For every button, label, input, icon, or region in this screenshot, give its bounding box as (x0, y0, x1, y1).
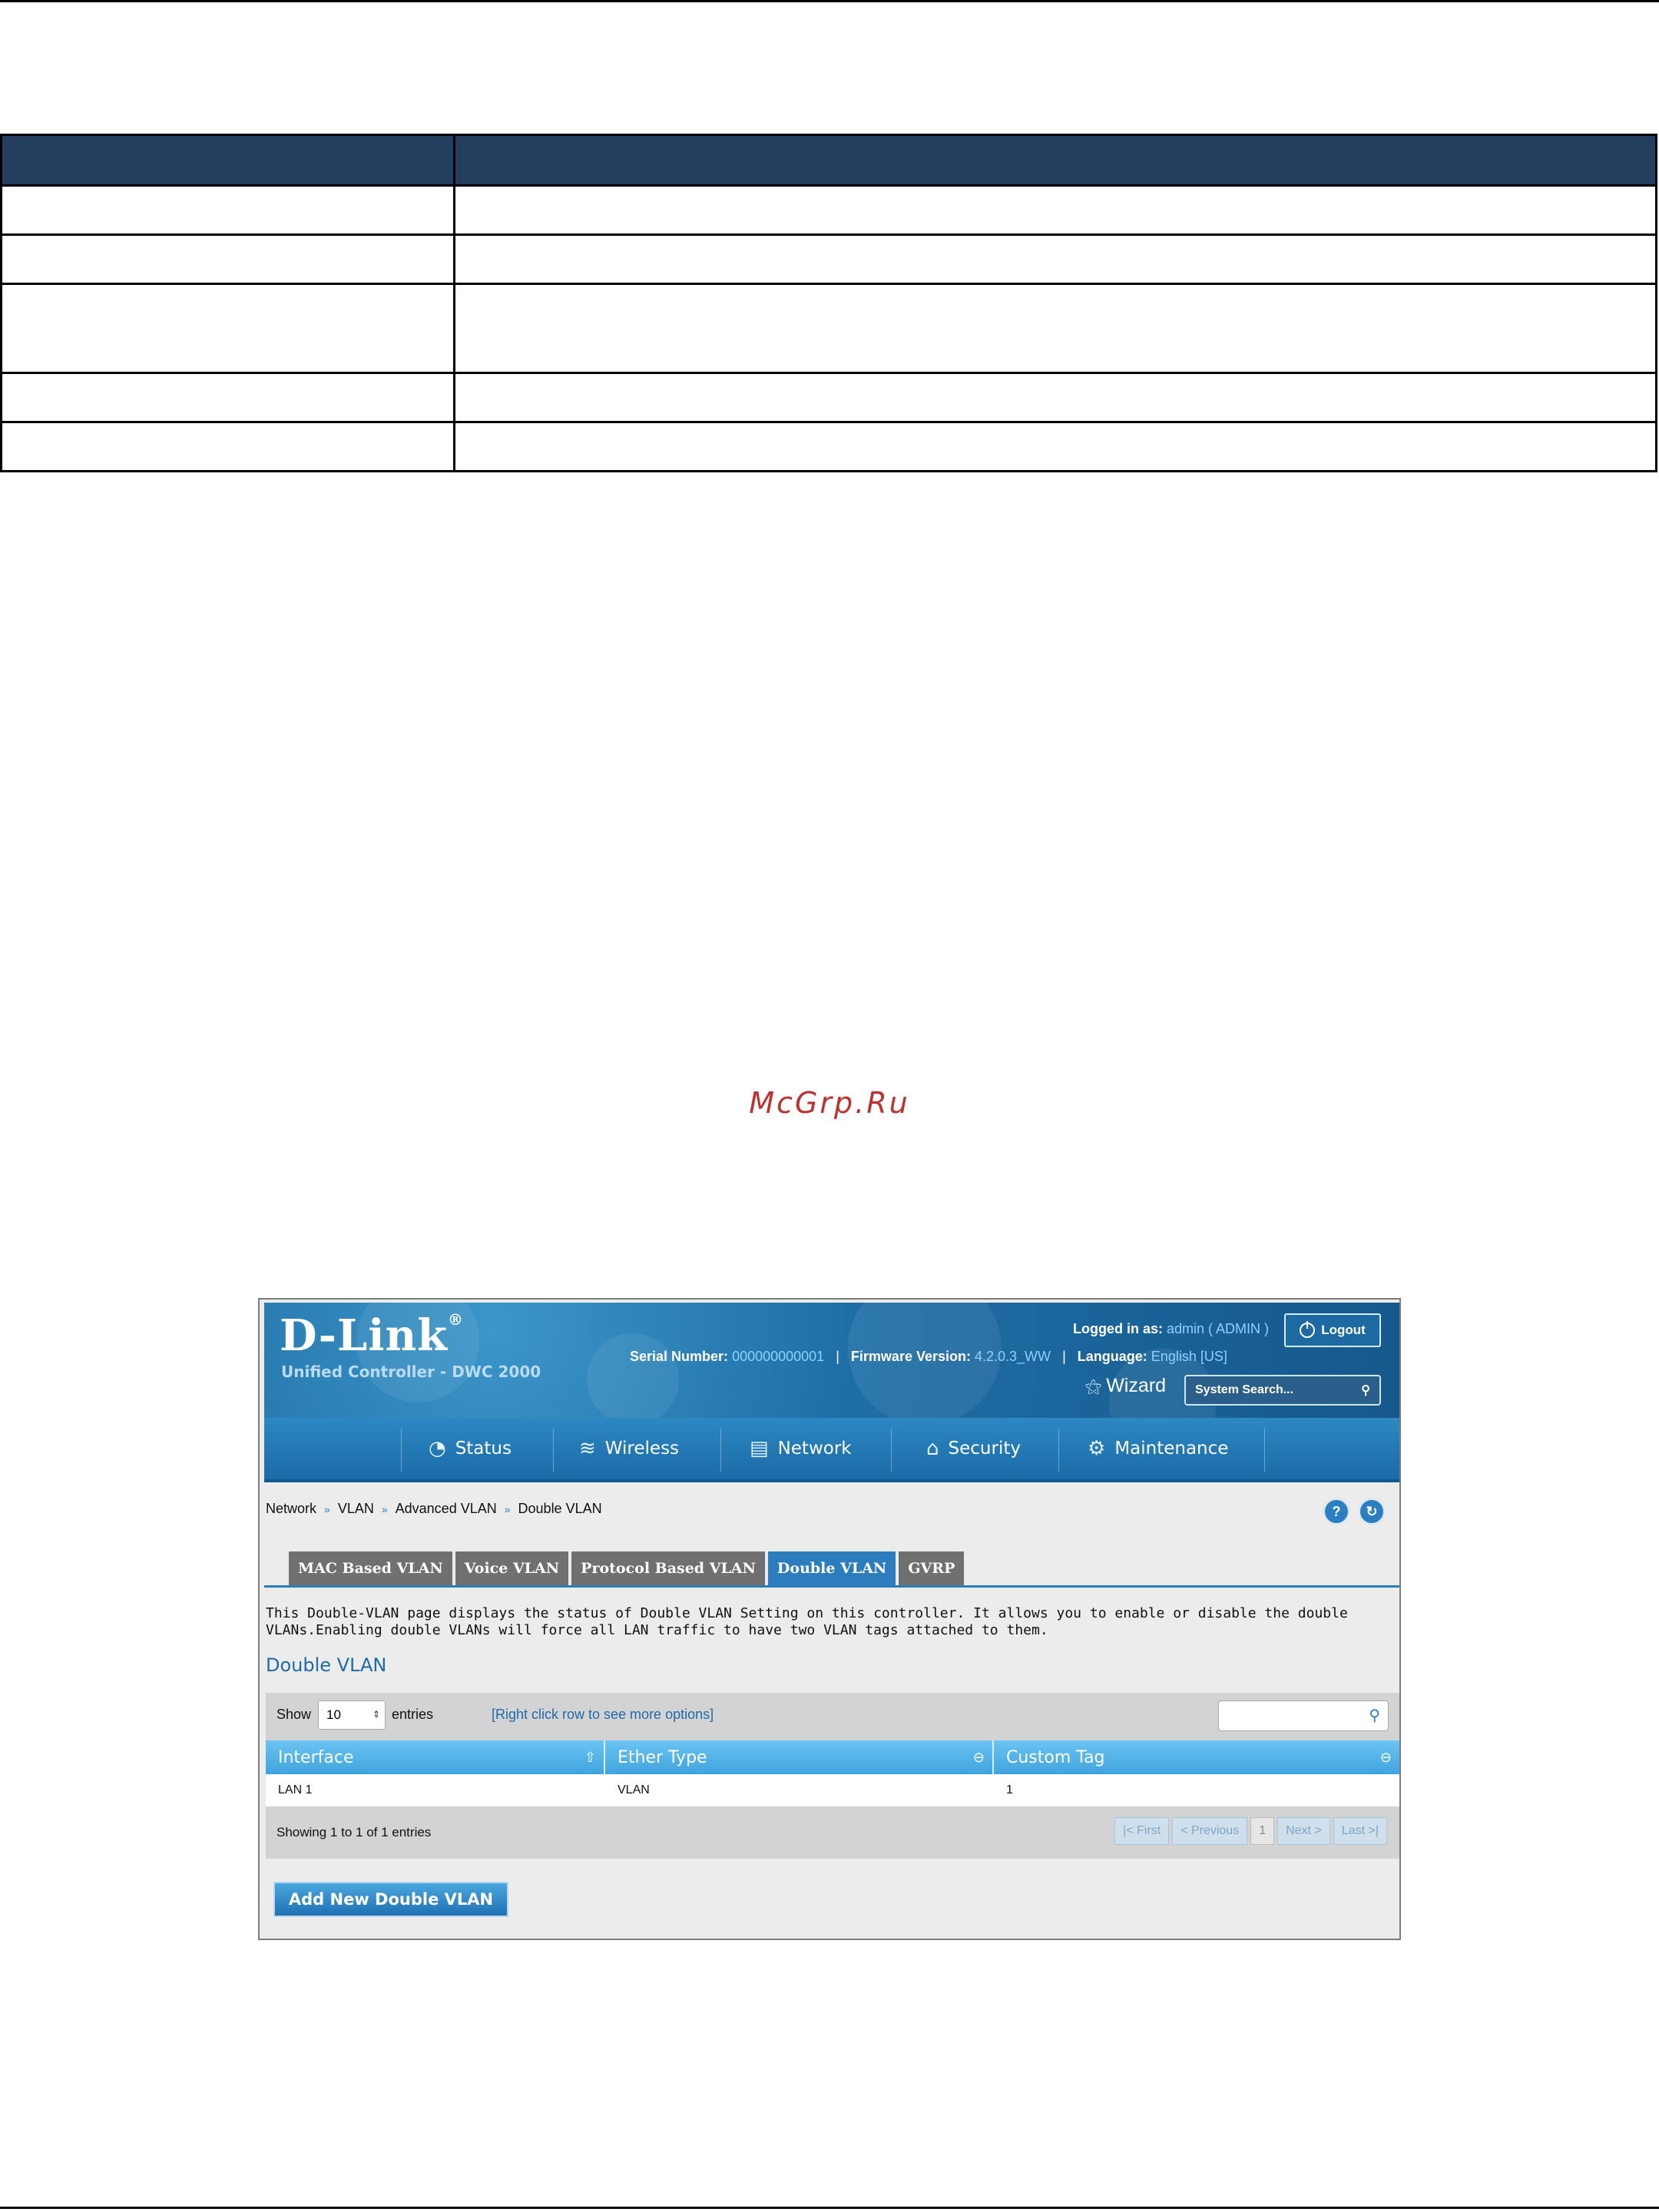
cell-ether-type: VLAN (618, 1783, 650, 1796)
firmware-version: 4.2.0.3_WW (975, 1349, 1051, 1364)
tab-voice-vlan[interactable]: Voice VLAN (455, 1551, 568, 1585)
network-icon: ▤ (750, 1437, 769, 1460)
cell-custom-tag: 1 (1006, 1783, 1013, 1796)
bottom-rule (0, 2207, 1659, 2209)
lock-icon: ⌂ (926, 1437, 939, 1460)
breadcrumb-advanced-vlan[interactable]: Advanced VLAN (395, 1501, 497, 1516)
wand-icon: ⚝ (1084, 1376, 1102, 1396)
breadcrumb-double-vlan: Double VLAN (518, 1501, 602, 1516)
refresh-icon[interactable]: ↻ (1358, 1498, 1386, 1525)
wifi-icon: ≋ (579, 1437, 596, 1460)
table-row[interactable] (266, 1774, 1399, 1806)
dlink-logo: D-Link® (280, 1310, 465, 1361)
breadcrumb-network[interactable]: Network (266, 1501, 317, 1516)
product-name: Unified Controller - DWC 2000 (281, 1363, 541, 1381)
breadcrumb: Network » VLAN » Advanced VLAN » Double VLAN (266, 1501, 602, 1516)
help-icon[interactable]: ? (1323, 1498, 1350, 1525)
serial-number: 000000000001 (732, 1349, 825, 1364)
nav-network[interactable]: ▤ Network (750, 1437, 852, 1460)
system-search-input[interactable]: System Search... ⚲ (1184, 1375, 1381, 1406)
section-title: Double VLAN (266, 1654, 387, 1676)
main-nav (264, 1418, 1399, 1482)
showing-entries: Showing 1 to 1 of 1 entries (276, 1825, 432, 1839)
updown-icon: ⇕ (372, 1709, 380, 1720)
right-click-hint: [Right click row to see more options] (492, 1707, 714, 1722)
column-custom-tag[interactable]: Custom Tag ⊖ (1006, 1747, 1392, 1767)
table-header (266, 1740, 1399, 1774)
table-search-input[interactable] (1218, 1700, 1389, 1731)
power-icon (1300, 1323, 1315, 1338)
nav-wireless[interactable]: ≋ Wireless (579, 1437, 680, 1460)
show-label: Show (276, 1707, 312, 1722)
pagination (1114, 1817, 1387, 1845)
tab-mac-based-vlan[interactable]: MAC Based VLAN (289, 1551, 452, 1585)
logged-in-user[interactable]: admin ( ADMIN ) (1166, 1321, 1269, 1336)
column-interface[interactable]: Interface ⇧ (266, 1740, 605, 1774)
sort-icon: ⊖ (972, 1750, 985, 1766)
tab-underline (264, 1585, 1399, 1588)
gear-icon: ⚙ (1088, 1437, 1106, 1460)
next-page-button[interactable]: Next > (1277, 1817, 1330, 1845)
tab-protocol-based-vlan[interactable]: Protocol Based VLAN (571, 1551, 765, 1585)
document-table-header (2, 135, 1657, 186)
cell-interface: LAN 1 (278, 1783, 313, 1796)
gauge-icon: ◔ (429, 1437, 446, 1460)
top-rule (0, 0, 1659, 2)
page-description: This Double-VLAN page displays the status of Double VLAN Setting on this controller. It allows you to enable or disable the double VLANs.Enabling double VLANs will force all LAN traffic to have two VLAN tags attached to them. (266, 1605, 1348, 1638)
breadcrumb-vlan[interactable]: VLAN (337, 1501, 374, 1516)
first-page-button[interactable]: |< First (1114, 1817, 1169, 1845)
nav-status[interactable]: ◔ Status (429, 1437, 512, 1460)
entries-label: entries (392, 1707, 434, 1722)
document-table (0, 134, 1657, 472)
document-table-row (2, 422, 1657, 472)
tab-gvrp[interactable]: GVRP (899, 1551, 964, 1585)
document-table-row (2, 284, 1657, 373)
logged-in-info: Logged in as: admin ( ADMIN ) (1072, 1321, 1269, 1336)
logout-button[interactable]: Logout (1284, 1313, 1381, 1347)
current-page[interactable]: 1 (1250, 1817, 1274, 1845)
watermark: McGrp.Ru (749, 1086, 910, 1120)
nav-security[interactable]: ⌂ Security (926, 1437, 1021, 1460)
search-icon: ⚲ (1369, 1707, 1380, 1724)
search-icon: ⚲ (1361, 1384, 1370, 1397)
double-vlan-table (266, 1693, 1399, 1859)
tab-bar (289, 1551, 964, 1585)
document-table-row (2, 186, 1657, 235)
nav-maintenance[interactable]: ⚙ Maintenance (1088, 1437, 1229, 1460)
add-new-double-vlan-button[interactable]: Add New Double VLAN (273, 1882, 508, 1917)
sort-up-icon: ⇧ (584, 1750, 596, 1766)
column-ether-type[interactable]: Ether Type ⊖ (605, 1740, 994, 1774)
last-page-button[interactable]: Last >| (1333, 1817, 1387, 1845)
sort-icon: ⊖ (1379, 1750, 1392, 1766)
tab-double-vlan[interactable]: Double VLAN (768, 1551, 896, 1585)
language-select[interactable]: English [US] (1151, 1349, 1227, 1364)
document-table-row (2, 235, 1657, 284)
document-table-row (2, 373, 1657, 422)
previous-page-button[interactable]: < Previous (1172, 1817, 1247, 1845)
controller-screenshot (258, 1298, 1401, 1940)
device-info: Serial Number: 000000000001 | Firmware Version: 4.2.0.3_WW | Language: English [US] (630, 1349, 1227, 1364)
wizard-link[interactable]: ⚝ Wizard (1084, 1375, 1166, 1396)
header-banner (264, 1303, 1399, 1418)
entries-select[interactable]: 10 ⇕ (318, 1700, 386, 1730)
